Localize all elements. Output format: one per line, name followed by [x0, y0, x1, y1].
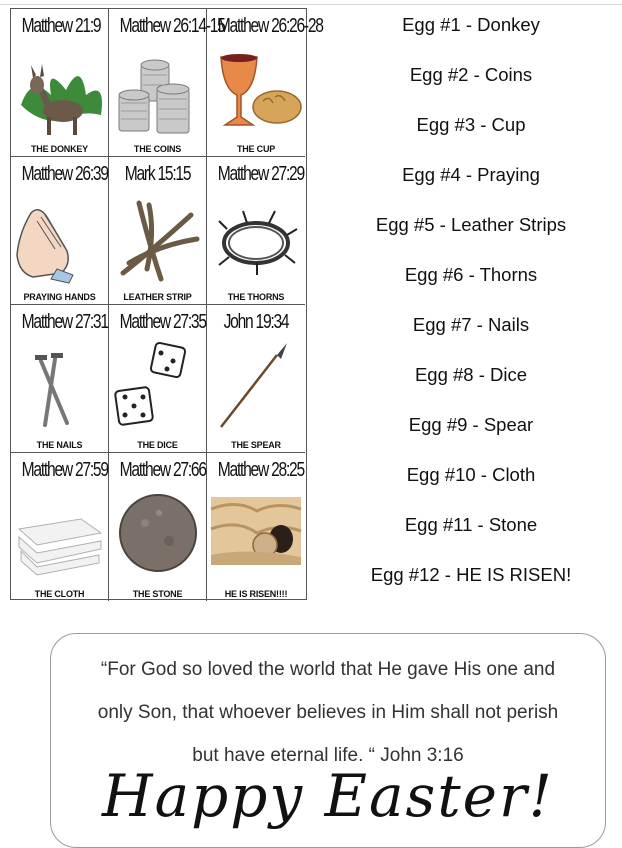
card-reference: Matthew 27:35 [119, 311, 206, 333]
egg-item: Egg #8 - Dice [414, 364, 528, 385]
cup-bread-icon [207, 45, 305, 141]
card-caption: THE CUP [236, 144, 276, 154]
empty-tomb-icon [207, 489, 305, 585]
card-he-is-risen [207, 453, 305, 601]
card-caption: HE IS RISEN!!!! [224, 589, 288, 599]
card-reference: Matthew 26:26-28 [217, 15, 323, 37]
quote-line: only Son, that whoever believes in Him shall not perish [97, 702, 559, 723]
card-caption: THE CLOTH [34, 589, 85, 599]
cloth-icon [11, 489, 109, 585]
egg-item: Egg #11 - Stone [404, 514, 538, 535]
card-caption: THE SPEAR [231, 440, 281, 450]
card-reference: Matthew 26:14-15 [119, 15, 225, 37]
card-thorns [207, 157, 305, 305]
card-caption: THE NAILS [36, 440, 83, 450]
card-leather-strip [109, 157, 207, 305]
card-cloth [11, 453, 109, 601]
card-caption: THE THORNS [227, 292, 285, 302]
card-caption: THE DICE [137, 440, 178, 450]
card-reference: Matthew 27:59 [21, 459, 108, 481]
egg-item: Egg #2 - Coins [409, 64, 533, 85]
card-caption: THE COINS [133, 144, 182, 154]
spear-icon [207, 341, 305, 437]
card-donkey [11, 9, 109, 157]
happy-easter-greeting: Happy Easter! [102, 762, 554, 830]
egg-item: Egg #4 - Praying [402, 164, 540, 185]
card-reference: Matthew 27:29 [217, 163, 304, 185]
stone-icon [109, 489, 207, 585]
card-reference: John 19:34 [223, 311, 289, 333]
crown-of-thorns-icon [207, 193, 305, 289]
card-cup [207, 9, 323, 157]
card-nails [11, 305, 109, 453]
egg-item: Egg #5 - Leather Strips [375, 214, 567, 235]
scripture-quote [51, 648, 605, 777]
card-spear [207, 305, 305, 453]
card-caption: THE DONKEY [30, 144, 88, 154]
scripture-quote-box [50, 633, 606, 848]
quote-line: but have eternal life. “ John 3:16 [192, 745, 464, 766]
resurrection-egg-card-grid [10, 8, 323, 600]
card-praying-hands [11, 157, 109, 305]
card-coins [109, 9, 225, 157]
coins-icon [109, 45, 207, 141]
praying-hands-icon [11, 193, 109, 289]
egg-item: Egg #12 - HE IS RISEN! [370, 564, 572, 585]
egg-item: Egg #3 - Cup [416, 114, 526, 135]
donkey-icon [11, 45, 109, 141]
egg-item: Egg #9 - Spear [408, 414, 534, 435]
quote-line: “For God so loved the world that He gave His one and [100, 659, 556, 680]
dice-icon [109, 341, 207, 437]
egg-list [330, 12, 612, 612]
top-divider [0, 4, 622, 5]
nails-icon [11, 341, 109, 437]
card-caption: PRAYING HANDS [23, 292, 96, 302]
leather-strips-icon [109, 193, 207, 289]
card-reference: Matthew 21:9 [21, 15, 101, 37]
egg-item: Egg #1 - Donkey [402, 14, 540, 35]
card-dice [109, 305, 207, 453]
egg-item: Egg #10 - Cloth [406, 464, 536, 485]
egg-item: Egg #7 - Nails [412, 314, 530, 335]
card-reference: Matthew 28:25 [217, 459, 304, 481]
card-reference: Matthew 27:66 [119, 459, 206, 481]
card-caption: THE STONE [132, 589, 183, 599]
card-reference: Matthew 27:31 [21, 311, 108, 333]
card-reference: Matthew 26:39 [21, 163, 108, 185]
egg-item: Egg #6 - Thorns [404, 264, 538, 285]
card-caption: LEATHER STRIP [123, 292, 192, 302]
card-reference: Mark 15:15 [124, 163, 191, 185]
card-stone [109, 453, 207, 601]
